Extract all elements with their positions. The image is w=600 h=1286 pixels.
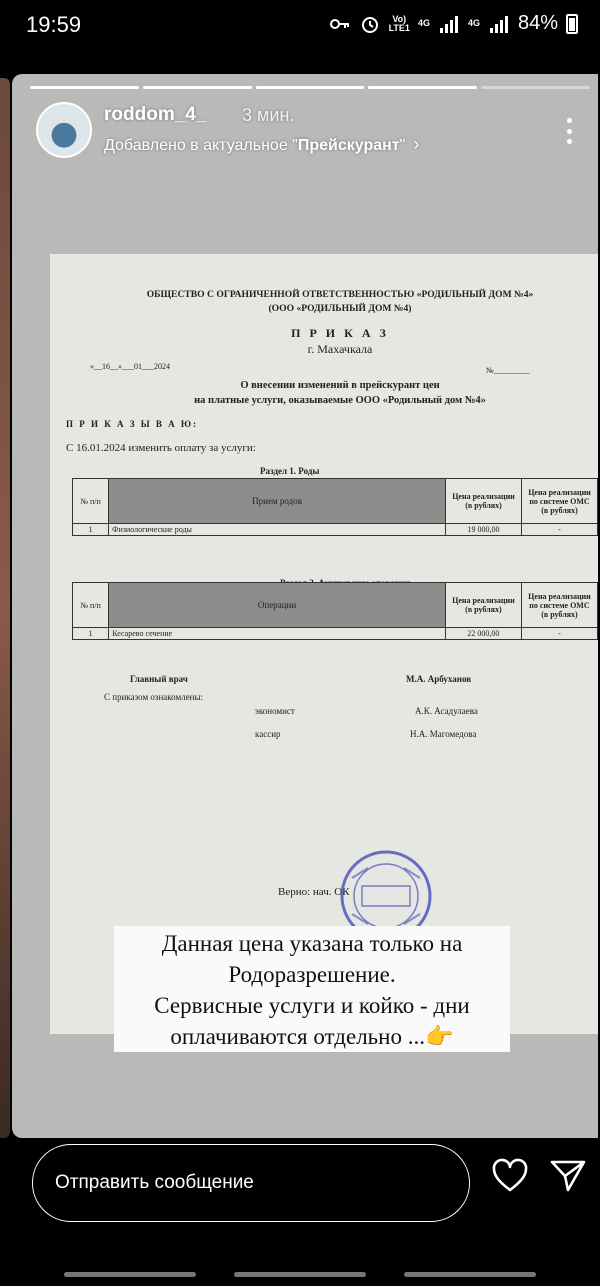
- subject-line-2: на платные услуги, оказываемые ООО «Родильный дом №4»: [194, 395, 486, 406]
- story-header: [36, 100, 588, 160]
- table-cell: 1: [73, 628, 109, 640]
- highlight-prefix: Добавлено в актуальное ": [104, 137, 298, 154]
- progress-segment: [143, 86, 252, 89]
- caption-line-4: оплачиваются отдельно ...👉: [170, 1024, 454, 1049]
- table-header-cell: Цена реализации по системе ОМС (в рублях): [521, 583, 597, 628]
- caption-line-1: Данная цена указана только на: [161, 931, 463, 956]
- progress-segment: [481, 86, 590, 89]
- table-cell: 1: [73, 524, 109, 536]
- section-1-table: [72, 478, 598, 536]
- story-progress: [30, 86, 590, 89]
- verno-line: Верно: нач. ОК: [278, 886, 350, 898]
- position-2: кассир: [255, 729, 281, 739]
- doc-number: №_________: [486, 366, 530, 375]
- progress-segment: [30, 86, 139, 89]
- doc-date: «__16__»___01___2024: [90, 362, 170, 371]
- network-4g-1: 4G: [417, 18, 430, 28]
- story-caption: [114, 926, 510, 1052]
- username[interactable]: roddom_4_: [104, 104, 207, 125]
- table-cell: Кесарево сечение: [109, 628, 446, 640]
- table-header-cell: Прием родов: [109, 479, 446, 524]
- org-name: [70, 288, 598, 316]
- table-header-row: [73, 583, 598, 628]
- table-header-cell: № п/п: [73, 583, 109, 628]
- time-ago: 3 мин.: [242, 105, 295, 125]
- nav-pill[interactable]: [234, 1272, 366, 1277]
- status-time: 19:59: [26, 12, 82, 37]
- doc-title: П Р И К А З: [291, 326, 389, 340]
- doc-subject: [70, 378, 598, 408]
- section-1-title: Раздел 1. Роды: [260, 466, 320, 476]
- avatar[interactable]: [36, 102, 92, 158]
- reply-input[interactable]: [32, 1144, 470, 1222]
- network-4g-2: 4G: [467, 18, 480, 28]
- chief-title: Главный врач: [130, 674, 188, 684]
- caption-line-3: Сервисные услуги и койко - дни: [154, 993, 470, 1018]
- caption-line-2: Родоразрешение.: [228, 962, 396, 987]
- doc-city: г. Махачкала: [307, 342, 373, 356]
- table-header-cell: Операции: [109, 583, 446, 628]
- name-1: А.К. Асадулаева: [415, 706, 478, 716]
- doc-orders: П Р И К А З Ы В А Ю:: [66, 419, 198, 429]
- heart-icon[interactable]: [490, 1156, 530, 1196]
- table-header-cell: № п/п: [73, 479, 109, 524]
- battery-percent: 84%: [517, 12, 558, 34]
- table-header-cell: Цена реализации по системе ОМС (в рублях): [521, 479, 597, 524]
- table-header-cell: Цена реализации (в рублях): [445, 583, 521, 628]
- table-cell: -: [521, 524, 597, 536]
- highlight-name: Прейскурант: [297, 137, 400, 154]
- table-cell: 22 000,00: [445, 628, 521, 640]
- table-cell: 19 000,00: [446, 524, 522, 536]
- highlight-suffix: ": [399, 137, 406, 154]
- key-icon: [329, 14, 351, 34]
- table-cell: Физиологические роды: [109, 524, 446, 536]
- org-line-2: (ООО «РОДИЛЬНЫЙ ДОМ №4): [268, 303, 412, 314]
- progress-segment: [256, 86, 365, 89]
- more-vertical-icon[interactable]: [564, 118, 574, 144]
- signal-icon: [438, 14, 460, 34]
- table-row: [73, 524, 598, 536]
- table-header-cell: Цена реализации (в рублях): [446, 479, 522, 524]
- send-icon[interactable]: [548, 1156, 588, 1196]
- table-row: [73, 628, 598, 640]
- status-icons: [329, 12, 578, 35]
- name-2: Н.А. Магомедова: [410, 729, 477, 739]
- acquainted-label: С приказом ознакомлены:: [104, 692, 204, 702]
- subject-line-1: О внесении изменений в прейскурант цен: [240, 380, 440, 391]
- signal-icon-2: [488, 14, 510, 34]
- highlight-note[interactable]: [104, 134, 419, 155]
- network-bottom: LTE1: [388, 22, 410, 33]
- org-line-1: ОБЩЕСТВО С ОГРАНИЧЕННОЙ ОТВЕТСТВЕННОСТЬЮ «РОДИЛЬНЫЙ ДОМ №4»: [146, 289, 534, 300]
- alarm-icon: [359, 14, 381, 34]
- price-order-document: [50, 254, 598, 1034]
- doc-change-from: С 16.01.2024 изменить оплату за услуги:: [66, 442, 256, 454]
- network-label: [389, 15, 410, 33]
- nav-pill[interactable]: [64, 1272, 196, 1277]
- chevron-right-icon: ›: [413, 134, 420, 154]
- reply-placeholder: Отправить сообщение: [55, 1172, 254, 1193]
- position-1: экономист: [255, 706, 295, 716]
- previous-story-edge[interactable]: [0, 78, 10, 1138]
- chief-name: М.А. Арбуханов: [406, 674, 472, 684]
- nav-pill[interactable]: [404, 1272, 536, 1277]
- table-cell: -: [521, 628, 597, 640]
- status-bar: [0, 0, 600, 52]
- table-header-row: [73, 479, 598, 524]
- progress-segment: [368, 86, 477, 89]
- battery-icon: [566, 14, 578, 34]
- network-top: Vo): [392, 13, 407, 24]
- section-2-table: [72, 582, 598, 640]
